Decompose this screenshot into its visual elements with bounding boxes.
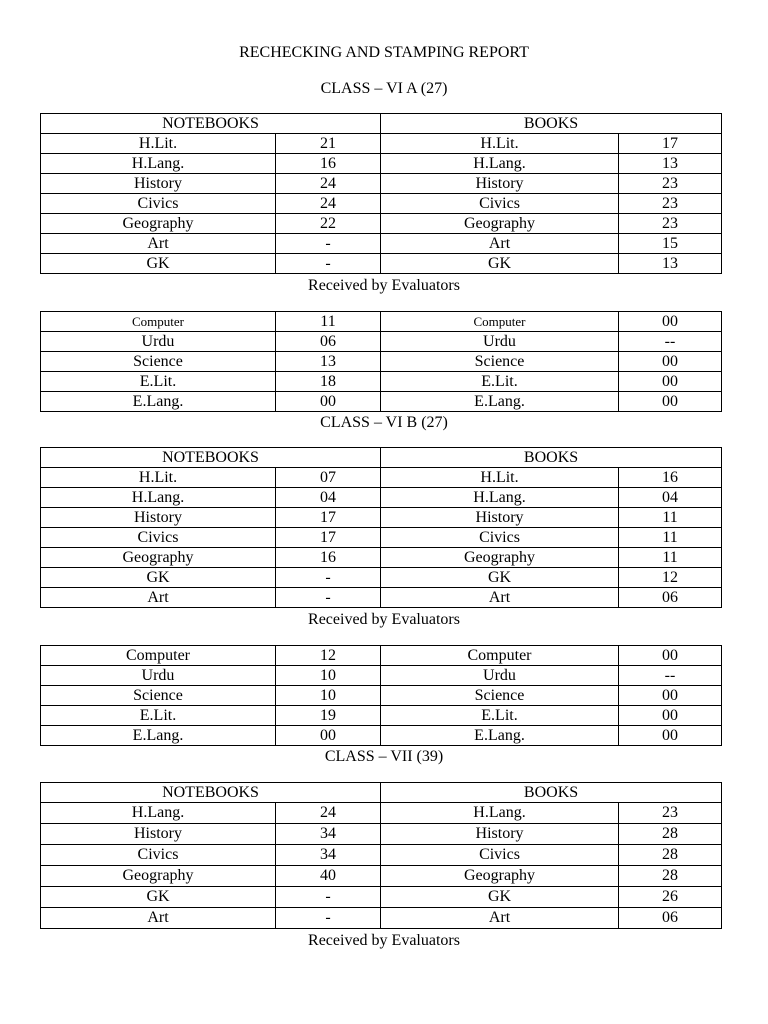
book-count: 00 <box>619 646 722 666</box>
table-row <box>41 568 722 588</box>
book-subject: E.Lang. <box>381 726 619 746</box>
book-subject: E.Lit. <box>381 706 619 726</box>
book-count: 00 <box>619 726 722 746</box>
notebook-subject: Art <box>41 908 276 929</box>
book-count: 12 <box>619 568 722 588</box>
book-count: 11 <box>619 508 722 528</box>
book-subject: Urdu <box>381 332 619 352</box>
book-subject: Art <box>381 234 619 254</box>
notebook-count: 16 <box>276 154 381 174</box>
notebook-count: 24 <box>276 174 381 194</box>
notebook-count: 18 <box>276 372 381 392</box>
notebook-count: 40 <box>276 866 381 887</box>
table-row <box>41 154 722 174</box>
class-heading: CLASS – VI A (27) <box>320 80 448 97</box>
notebook-count: - <box>276 908 381 929</box>
table-row <box>41 824 722 845</box>
evaluator-table <box>40 311 722 412</box>
books-header: BOOKS <box>381 114 722 134</box>
evaluator-table <box>40 645 722 746</box>
main-table <box>40 782 722 929</box>
book-subject: H.Lang. <box>381 154 619 174</box>
book-count: 23 <box>619 214 722 234</box>
notebook-count: 17 <box>276 528 381 548</box>
table-row <box>41 214 722 234</box>
notebook-subject: E.Lang. <box>41 726 276 746</box>
book-count: 15 <box>619 234 722 254</box>
notebook-subject: Art <box>41 588 276 608</box>
book-count: 23 <box>619 194 722 214</box>
notebook-subject: Science <box>41 352 276 372</box>
table-row <box>41 254 722 274</box>
notebook-subject: Civics <box>41 194 276 214</box>
table-row <box>41 528 722 548</box>
table-row <box>41 488 722 508</box>
notebook-subject: Geography <box>41 866 276 887</box>
notebook-subject: Geography <box>41 548 276 568</box>
notebook-subject: History <box>41 824 276 845</box>
table-row <box>41 866 722 887</box>
book-count: 00 <box>619 372 722 392</box>
notebook-subject: H.Lang. <box>41 803 276 824</box>
book-subject: Urdu <box>381 666 619 686</box>
table-row <box>41 234 722 254</box>
notebook-subject: History <box>41 174 276 194</box>
main-table <box>40 447 722 608</box>
book-subject: GK <box>381 568 619 588</box>
table-row <box>41 332 722 352</box>
notebook-subject: Art <box>41 234 276 254</box>
notebooks-header: NOTEBOOKS <box>41 783 381 803</box>
book-subject: H.Lang. <box>381 488 619 508</box>
book-count: 26 <box>619 887 722 908</box>
notebook-count: 19 <box>276 706 381 726</box>
book-count: 28 <box>619 845 722 866</box>
notebook-subject: GK <box>41 887 276 908</box>
book-subject: H.Lang. <box>381 803 619 824</box>
notebook-count: 11 <box>276 312 381 332</box>
book-subject: Civics <box>381 528 619 548</box>
notebook-count: - <box>276 588 381 608</box>
table-row <box>41 845 722 866</box>
notebook-subject: H.Lang. <box>41 154 276 174</box>
notebook-count: - <box>276 887 381 908</box>
table-row <box>41 372 722 392</box>
book-subject: GK <box>381 887 619 908</box>
received-label: Received by Evaluators <box>308 932 460 949</box>
table-row <box>41 174 722 194</box>
book-count: 06 <box>619 588 722 608</box>
table-row <box>41 726 722 746</box>
book-count: 11 <box>619 528 722 548</box>
books-header: BOOKS <box>381 783 722 803</box>
book-count: 23 <box>619 174 722 194</box>
notebook-subject: H.Lang. <box>41 488 276 508</box>
book-subject: Civics <box>381 845 619 866</box>
notebook-count: 12 <box>276 646 381 666</box>
notebook-count: 06 <box>276 332 381 352</box>
received-label: Received by Evaluators <box>308 611 460 628</box>
book-count: 00 <box>619 392 722 412</box>
book-count: 17 <box>619 134 722 154</box>
notebook-subject: H.Lit. <box>41 134 276 154</box>
notebook-subject: Civics <box>41 845 276 866</box>
book-subject: History <box>381 824 619 845</box>
notebook-count: 04 <box>276 488 381 508</box>
books-header: BOOKS <box>381 448 722 468</box>
notebook-count: - <box>276 568 381 588</box>
notebooks-header: NOTEBOOKS <box>41 448 381 468</box>
received-label: Received by Evaluators <box>308 277 460 294</box>
book-subject: Computer <box>381 312 619 332</box>
notebook-subject: Civics <box>41 528 276 548</box>
book-subject: History <box>381 174 619 194</box>
book-subject: Art <box>381 908 619 929</box>
notebooks-header: NOTEBOOKS <box>41 114 381 134</box>
notebook-subject: Urdu <box>41 666 276 686</box>
notebook-count: 34 <box>276 824 381 845</box>
notebook-subject: History <box>41 508 276 528</box>
notebook-count: - <box>276 254 381 274</box>
notebook-subject: E.Lit. <box>41 706 276 726</box>
book-count: 13 <box>619 154 722 174</box>
table-row <box>41 887 722 908</box>
table-row <box>41 392 722 412</box>
book-count: 11 <box>619 548 722 568</box>
book-subject: Civics <box>381 194 619 214</box>
book-subject: Computer <box>381 646 619 666</box>
book-count: 00 <box>619 352 722 372</box>
book-subject: Art <box>381 588 619 608</box>
book-subject: Science <box>381 686 619 706</box>
book-count: 06 <box>619 908 722 929</box>
notebook-subject: E.Lang. <box>41 392 276 412</box>
notebook-subject: Computer <box>41 312 276 332</box>
table-row <box>41 686 722 706</box>
notebook-subject: Urdu <box>41 332 276 352</box>
report-title: RECHECKING AND STAMPING REPORT <box>239 44 529 61</box>
table-row <box>41 312 722 332</box>
notebook-subject: E.Lit. <box>41 372 276 392</box>
table-row <box>41 468 722 488</box>
table-row <box>41 666 722 686</box>
table-row <box>41 646 722 666</box>
book-subject: Geography <box>381 866 619 887</box>
book-subject: H.Lit. <box>381 468 619 488</box>
notebook-subject: Geography <box>41 214 276 234</box>
book-count: -- <box>619 332 722 352</box>
table-row <box>41 194 722 214</box>
table-row <box>41 706 722 726</box>
notebook-count: 13 <box>276 352 381 372</box>
notebook-count: 22 <box>276 214 381 234</box>
notebook-count: 24 <box>276 194 381 214</box>
book-subject: GK <box>381 254 619 274</box>
table-row <box>41 548 722 568</box>
notebook-count: 00 <box>276 726 381 746</box>
book-count: 04 <box>619 488 722 508</box>
notebook-count: 34 <box>276 845 381 866</box>
notebook-count: 17 <box>276 508 381 528</box>
book-count: -- <box>619 666 722 686</box>
notebook-count: 24 <box>276 803 381 824</box>
book-count: 13 <box>619 254 722 274</box>
table-row <box>41 908 722 929</box>
table-row <box>41 134 722 154</box>
notebook-subject: GK <box>41 568 276 588</box>
notebook-subject: Computer <box>41 646 276 666</box>
book-count: 00 <box>619 706 722 726</box>
notebook-subject: GK <box>41 254 276 274</box>
table-row <box>41 588 722 608</box>
notebook-count: 07 <box>276 468 381 488</box>
book-count: 23 <box>619 803 722 824</box>
notebook-count: 10 <box>276 666 381 686</box>
class-heading: CLASS – VII (39) <box>324 748 444 765</box>
notebook-count: 21 <box>276 134 381 154</box>
notebook-count: 00 <box>276 392 381 412</box>
book-count: 00 <box>619 312 722 332</box>
table-row <box>41 508 722 528</box>
book-subject: E.Lang. <box>381 392 619 412</box>
book-subject: E.Lit. <box>381 372 619 392</box>
book-subject: H.Lit. <box>381 134 619 154</box>
book-count: 00 <box>619 686 722 706</box>
book-count: 28 <box>619 866 722 887</box>
main-table <box>40 113 722 274</box>
table-header-row <box>41 448 722 468</box>
book-subject: Science <box>381 352 619 372</box>
notebook-count: 16 <box>276 548 381 568</box>
notebook-subject: H.Lit. <box>41 468 276 488</box>
notebook-subject: Science <box>41 686 276 706</box>
book-count: 16 <box>619 468 722 488</box>
table-row <box>41 803 722 824</box>
table-row <box>41 352 722 372</box>
book-count: 28 <box>619 824 722 845</box>
table-header-row <box>41 783 722 803</box>
book-subject: Geography <box>381 214 619 234</box>
book-subject: History <box>381 508 619 528</box>
notebook-count: 10 <box>276 686 381 706</box>
class-heading: CLASS – VI B (27) <box>320 414 448 431</box>
book-subject: Geography <box>381 548 619 568</box>
notebook-count: - <box>276 234 381 254</box>
table-header-row <box>41 114 722 134</box>
